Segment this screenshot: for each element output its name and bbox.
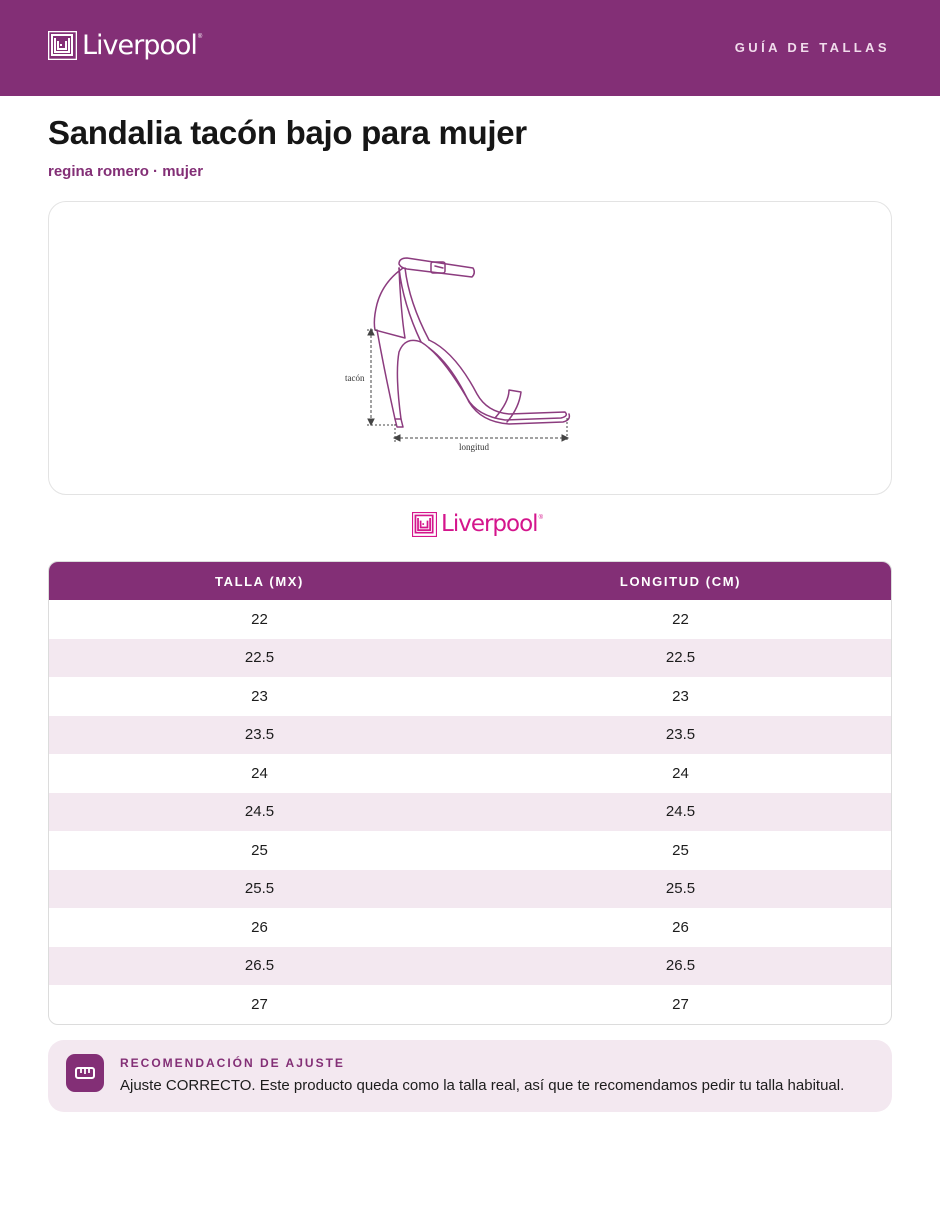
size-cell: 24 [251, 764, 268, 782]
table-row [49, 600, 891, 639]
table-row [49, 677, 891, 716]
logo-wordmark: Liverpool [441, 511, 538, 537]
size-guide-link[interactable]: GUÍA DE TALLAS [734, 40, 890, 55]
size-cell: 22 [251, 610, 268, 628]
size-cell: 23.5 [244, 726, 275, 744]
liverpool-logo[interactable] [48, 31, 202, 60]
table-row [49, 908, 891, 947]
table-body [49, 600, 891, 1024]
liverpool-logo-mark-icon [48, 31, 77, 60]
size-cell: 23 [251, 687, 268, 705]
recommendation-title: RECOMENDACIÓN DE AJUSTE [120, 1056, 345, 1070]
length-cell: 27 [672, 995, 689, 1013]
length-cell: 22 [672, 610, 689, 628]
page-header [0, 0, 940, 96]
size-cell: 24.5 [244, 803, 275, 821]
length-cell: 23 [672, 687, 689, 705]
heel-height-label: tacón [345, 373, 365, 383]
table-row [49, 754, 891, 793]
length-cell: 25.5 [665, 880, 696, 898]
size-cell: 26.5 [244, 957, 275, 975]
table-row [49, 793, 891, 832]
recommendation-text: Ajuste CORRECTO. Este producto queda como la talla real, así que te recomendamos pedir tu talla habitual. [120, 1077, 845, 1094]
size-cell: 25 [251, 841, 268, 859]
length-cell: 24.5 [665, 803, 696, 821]
size-cell: 26 [251, 918, 268, 936]
registered-mark: ® [197, 34, 203, 40]
length-cell: 25 [672, 841, 689, 859]
logo-wordmark: Liverpool [82, 30, 197, 61]
size-cell: 25.5 [244, 880, 275, 898]
table-row [49, 831, 891, 870]
length-cell: 24 [672, 764, 689, 782]
sandal-measurement-diagram [339, 224, 629, 469]
length-cell: 23.5 [665, 726, 696, 744]
registered-mark: ® [538, 515, 543, 521]
column-header-size: TALLA (MX) [215, 573, 304, 589]
table-row [49, 985, 891, 1024]
table-row [49, 639, 891, 678]
table-header [49, 562, 891, 600]
shoe-diagram-card [48, 201, 892, 495]
size-cell: 22.5 [244, 649, 275, 667]
fit-recommendation-box [48, 1040, 892, 1112]
table-row [49, 716, 891, 755]
length-cell: 26.5 [665, 957, 696, 975]
column-header-length: LONGITUD (CM) [619, 573, 742, 589]
length-cell: 26 [672, 918, 689, 936]
table-row [49, 947, 891, 986]
product-subtitle: regina romero · mujer [48, 163, 204, 180]
liverpool-logo-secondary [412, 512, 543, 537]
length-cell: 22.5 [665, 649, 696, 667]
page-title: Sandalia tacón bajo para mujer [48, 114, 527, 151]
size-cell: 27 [251, 995, 268, 1013]
table-row [49, 870, 891, 909]
liverpool-logo-mark-icon [412, 512, 437, 537]
ruler-icon [66, 1054, 104, 1092]
length-label: longitud [459, 442, 490, 452]
size-table [48, 561, 892, 1025]
